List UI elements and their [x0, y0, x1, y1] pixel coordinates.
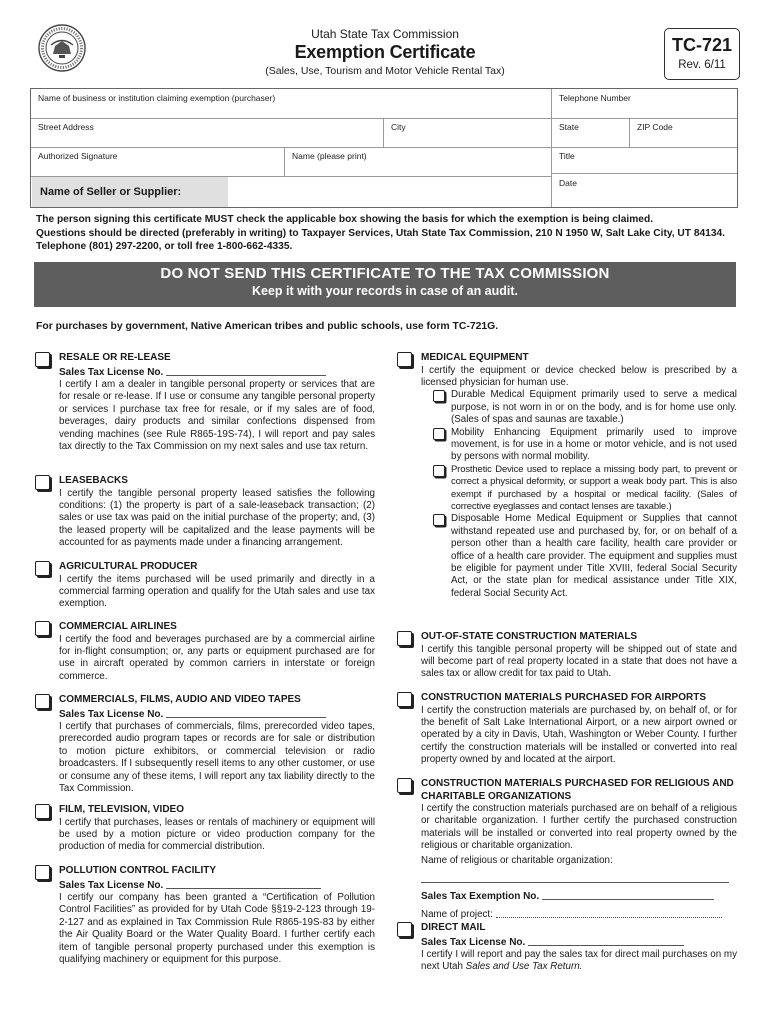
page-subtitle: (Sales, Use, Tourism and Motor Vehicle Rental Tax) — [265, 65, 505, 77]
sales-tax-license-line — [59, 707, 375, 722]
direct-mail-return-name: Sales and Use Tax Return. — [465, 961, 583, 973]
project-label: Name of project: — [421, 908, 493, 920]
exemption-medical — [421, 352, 737, 600]
exemption-pollution — [59, 865, 375, 966]
instruction-line: The person signing this certificate MUST check the applicable box showing the basis for which the exemption is being claimed. — [36, 214, 654, 225]
street-address-label: Street Address — [38, 122, 94, 132]
title-field[interactable] — [552, 147, 737, 173]
exemption-body: I certify this tangible personal property will be shipped out of state and will become part of real property located in a state that does not have a sales tax or allow credit for tax paid to Utah. — [421, 643, 737, 680]
exemption-title: FILM, TELEVISION, VIDEO — [59, 804, 185, 815]
banner-heading: DO NOT SEND THIS CERTIFICATE TO THE TAX COMMISSION — [160, 265, 610, 282]
exemption-title: COMMERCIAL AIRLINES — [59, 621, 177, 632]
project-line — [421, 907, 737, 921]
telephone-field[interactable] — [552, 89, 737, 118]
sales-tax-exemption-line — [421, 889, 737, 904]
exemption-body: I certify I am a dealer in tangible personal property or services that are for resale or re-lease. If I use or consume any tangible personal property or services I purchase tax free for resale, or if my sales are of food, beverages, dairy products and similar confections dispensed from vending machines (see Rule R865-19S-74), I will report and pay sales tax directly to the Tax Commission on my next sales and use tax return. — [59, 379, 375, 453]
street-address-field[interactable] — [31, 118, 383, 147]
print-name-label: Name (please print) — [292, 151, 367, 161]
airlines-checkbox[interactable] — [35, 621, 50, 636]
sales-tax-license-label: Sales Tax License No. — [421, 936, 526, 948]
sales-tax-license-input[interactable] — [528, 935, 684, 946]
commercials-checkbox[interactable] — [35, 694, 50, 709]
leasebacks-checkbox[interactable] — [35, 475, 50, 490]
exemption-direct-mail — [421, 922, 737, 974]
sub-option-text: Disposable Home Medical Equipment or Supplies that cannot withstand repeated use and purchased by, for, or on behalf of a person other than a health care facility, health care provider or office of a health care provider. The equipment and supplies must be eligible for payment under Title XVIII, federal Social Security Act, or the state plan for medical assistance under Title XIX, federal Social Security Act. — [451, 513, 737, 599]
exemption-film — [59, 804, 375, 854]
resale-checkbox[interactable] — [35, 352, 50, 367]
durable-equipment-checkbox[interactable] — [433, 390, 445, 402]
exemption-title: RESALE OR RE-LEASE — [59, 352, 171, 363]
exemption-title: AGRICULTURAL PRODUCER — [59, 561, 198, 572]
form-revision: Rev. 6/11 — [678, 59, 726, 71]
exemption-body: I certify the tangible personal property leased satisfies the following conditions: (1) the property is part of a sale-leaseback transaction; (2) sales or use tax was paid on the initial purchase of the property; and, (3) the leased property will be capitalized and the lease payments will be accounted for as payments made under a financing arrangement. — [59, 487, 375, 549]
organization-name-input[interactable] — [421, 869, 729, 883]
medical-sub-option — [421, 464, 737, 514]
sub-option-text: Mobility Enhancing Equipment primarily used to improve movement, is for use in a home or motor vehicle, and is not used by persons with normal mobility. — [451, 426, 737, 463]
exemption-title: LEASEBACKS — [59, 475, 128, 486]
form-number: TC-721 — [671, 35, 733, 55]
sub-option-text: Durable Medical Equipment primarily used to serve a medical purpose, is not worn in or on the body, and is for home use only. (Sales of spas and saunas are taxable.) — [451, 389, 737, 426]
page-title: Exemption Certificate — [294, 42, 476, 62]
exemption-body: I certify that purchases, leases or rentals of machinery or equipment will be used by a motion picture or video production company for the production of media for commercial distribution. — [59, 816, 375, 853]
title-label: Title — [559, 151, 575, 161]
sales-tax-license-input[interactable] — [166, 707, 326, 718]
medical-sub-option — [421, 513, 737, 600]
exemption-title: DIRECT MAIL — [421, 922, 486, 933]
exemption-title: MEDICAL EQUIPMENT — [421, 352, 529, 363]
airports-checkbox[interactable] — [397, 692, 412, 707]
exemption-agricultural — [59, 561, 375, 611]
instruction-line: Questions should be directed (preferably in writing) to Taxpayer Services, Utah State Tax Commission, 210 N 1950 W, Salt Lake City, UT 84134. — [36, 227, 726, 239]
signature-field[interactable] — [31, 147, 284, 176]
project-name-input[interactable] — [496, 907, 722, 918]
exemption-title: COMMERCIALS, FILMS, AUDIO AND VIDEO TAPES — [59, 694, 301, 705]
exemption-commercials — [59, 694, 375, 795]
exemption-title: OUT-OF-STATE CONSTRUCTION MATERIALS — [421, 631, 638, 642]
seller-field[interactable] — [229, 177, 551, 207]
zip-field[interactable] — [630, 118, 737, 147]
exemption-body: I certify the construction materials are purchased by, on behalf of, or for the benefit of Salt Lake International Airport, or a new airport owned or operated by a city in Davis, Utah, Washington or Weber County. I further certify the construction materials will be installed or converted into real property owned by and located at the airport. — [421, 704, 737, 766]
exemption-out-of-state — [421, 631, 737, 681]
sales-tax-license-line — [59, 365, 375, 380]
do-not-send-banner — [34, 262, 736, 307]
sales-tax-license-label: Sales Tax License No. — [59, 708, 164, 720]
sales-tax-license-input[interactable] — [166, 878, 321, 889]
pollution-checkbox[interactable] — [35, 865, 50, 880]
direct-mail-checkbox[interactable] — [397, 922, 412, 937]
state-field[interactable] — [552, 118, 629, 147]
exemption-resale — [59, 352, 375, 453]
exemption-airports — [421, 692, 737, 767]
exemption-title: POLLUTION CONTROL FACILITY — [59, 865, 217, 876]
business-name-field[interactable] — [31, 89, 551, 118]
purchaser-info-grid — [30, 88, 738, 208]
banner-subheading: Keep it with your records in case of an audit. — [251, 284, 519, 298]
sales-tax-license-line — [421, 935, 737, 950]
exemption-body: I certify the items purchased will be used primarily and directly in a commercial farming operation and qualify for the Utah sales and use tax exemption. — [59, 573, 375, 610]
medical-checkbox[interactable] — [397, 352, 412, 367]
exemption-body — [421, 949, 737, 974]
exemption-airlines — [59, 621, 375, 683]
exemption-body: I certify our company has been granted a “Certification of Pollution Control Facilities” as provided for by Utah Code §§19-2-123 through 19-2-127 and as explained in Tax Commission Rule R865-19S-83 by either the Air Quality Board or the Water Quality Board. I further certify each item of tangible personal property purchased under this exemption is qualifying machinery or equipment for this purpose. — [59, 892, 375, 966]
sales-tax-exemption-label: Sales Tax Exemption No. — [421, 891, 540, 903]
religious-checkbox[interactable] — [397, 778, 412, 793]
print-name-field[interactable] — [285, 147, 551, 176]
exemption-body: I certify the equipment or device checked below is prescribed by a licensed physician for human use. — [421, 364, 737, 388]
medical-sub-option — [421, 389, 737, 426]
sub-option-text: Prosthetic Device used to replace a missing body part, to prevent or correct a physical deformity, or support a weak body part. This is also exempt if purchased by a hospital or medical facility. (Sales of corrective eyeglasses and contact lenses are taxable.) — [451, 463, 737, 512]
zip-label: ZIP Code — [637, 122, 673, 132]
mobility-equipment-checkbox[interactable] — [433, 428, 445, 440]
film-checkbox[interactable] — [35, 804, 50, 819]
sales-tax-license-input[interactable] — [166, 365, 326, 376]
agricultural-checkbox[interactable] — [35, 561, 50, 576]
out-of-state-checkbox[interactable] — [397, 631, 412, 646]
sales-tax-license-label: Sales Tax License No. — [59, 879, 164, 891]
signature-label: Authorized Signature — [38, 151, 118, 161]
government-note: For purchases by government, Native American tribes and public schools, use form TC-721G. — [36, 321, 499, 332]
medical-sub-option — [421, 427, 737, 464]
city-label: City — [391, 122, 406, 132]
sales-tax-license-line — [59, 878, 375, 893]
instruction-line: Telephone (801) 297-2200, or toll free 1-800-662-4335. — [36, 241, 293, 253]
city-field[interactable] — [384, 118, 551, 147]
telephone-label: Telephone Number — [559, 93, 631, 103]
business-name-label: Name of business or institution claiming exemption (purchaser) — [38, 93, 276, 103]
form-number-box — [664, 28, 740, 80]
direct-mail-body: I certify I will report and pay the sales tax for direct mail purchases on my next Utah — [421, 949, 737, 973]
exemption-title: CONSTRUCTION MATERIALS PURCHASED FOR RELIGIOUS AND CHARITABLE ORGANIZATIONS — [421, 778, 734, 802]
state-label: State — [559, 122, 579, 132]
organization-name-label: Name of religious or charitable organization: — [421, 854, 613, 866]
exemption-title: CONSTRUCTION MATERIALS PURCHASED FOR AIRPORTS — [421, 692, 706, 703]
exemption-body: I certify that purchases of commercials, films, prerecorded video tapes, prerecorded audio program tapes or records are for sale or distribution to motion picture exhibitors, or commercial television or radio broadcasters. If I subsequently resell items to any other customer, or use or consume any of these items, I will report any tax liability directly to the Tax Commission. — [59, 721, 375, 795]
date-label: Date — [559, 178, 577, 188]
sales-tax-license-label: Sales Tax License No. — [59, 366, 164, 378]
exemption-body: I certify the food and beverages purchased are by a commercial airline for in-flight consumption; or, any parts or equipment purchased are for use in aircraft operated by common carriers in interstate or foreign commerce. — [59, 633, 375, 682]
date-field[interactable] — [552, 174, 737, 207]
sales-tax-exemption-input[interactable] — [542, 889, 714, 900]
prosthetic-device-checkbox[interactable] — [433, 465, 445, 477]
exemption-leasebacks — [59, 475, 375, 550]
agency-name: Utah State Tax Commission — [311, 27, 459, 41]
instructions — [36, 213, 736, 254]
exemption-body: I certify the construction materials purchased are on behalf of a religious or charitable organization. I further certify the purchased construction materials will be installed or converted into real property owned by the religious or charitable organization. — [421, 803, 737, 852]
seller-label: Name of Seller or Supplier: — [32, 177, 228, 207]
disposable-equipment-checkbox[interactable] — [433, 514, 445, 526]
exemption-religious — [421, 778, 737, 921]
